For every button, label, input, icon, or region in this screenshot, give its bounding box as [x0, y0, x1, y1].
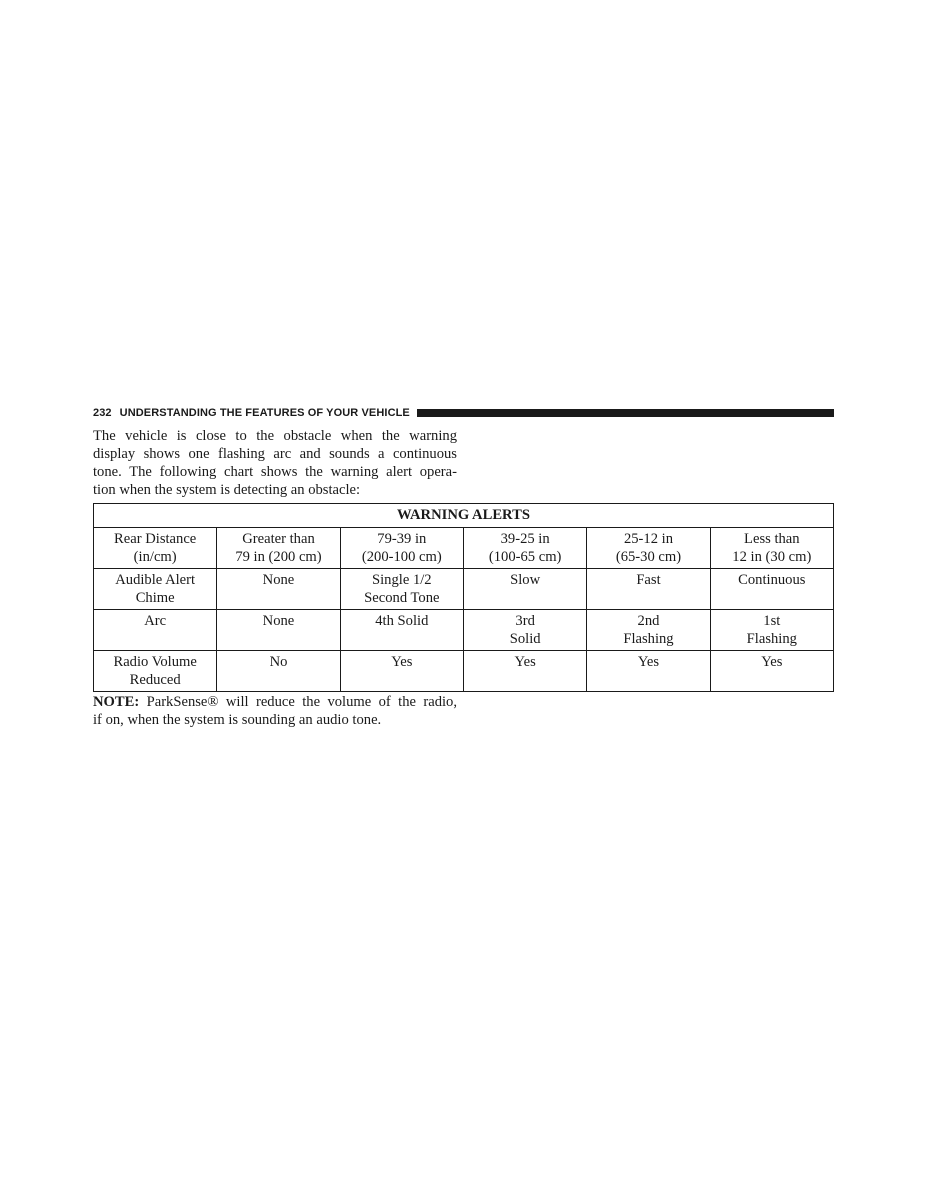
- table-cell: Audible Alert Chime: [94, 569, 217, 610]
- intro-line: display shows one flashing arc and sounds a continuous: [93, 446, 457, 462]
- table-cell: Continuous: [710, 569, 833, 610]
- table-cell: 25-12 in (65-30 cm): [587, 528, 710, 569]
- table-cell: 39-25 in (100-65 cm): [463, 528, 586, 569]
- table-cell: Single 1/2 Second Tone: [340, 569, 463, 610]
- table-row-rear-distance: [94, 528, 834, 569]
- table-cell: Less than 12 in (30 cm): [710, 528, 833, 569]
- note-line: if on, when the system is sounding an audio tone.: [93, 712, 382, 728]
- table-cell: No: [217, 651, 340, 692]
- table-cell: Yes: [587, 651, 710, 692]
- table-title: WARNING ALERTS: [94, 504, 834, 528]
- header-rule: [417, 409, 834, 417]
- table-cell: Yes: [340, 651, 463, 692]
- note-text: ParkSense® will reduce the volume of the radio,: [139, 694, 457, 710]
- table-cell: Rear Distance (in/cm): [94, 528, 217, 569]
- page-number: 232: [93, 407, 112, 419]
- intro-paragraph: [93, 427, 457, 499]
- table-cell: None: [217, 610, 340, 651]
- table-row-radio-volume: [94, 651, 834, 692]
- table-cell: None: [217, 569, 340, 610]
- table-row-arc: [94, 610, 834, 651]
- note-line: [93, 693, 457, 711]
- note-label: NOTE:: [93, 694, 140, 710]
- table-cell: 4th Solid: [340, 610, 463, 651]
- table-cell: Slow: [463, 569, 586, 610]
- table-cell: Radio Volume Reduced: [94, 651, 217, 692]
- intro-line: tone. The following chart shows the warning alert opera-: [93, 464, 457, 480]
- table-cell: Arc: [94, 610, 217, 651]
- table-cell: Yes: [463, 651, 586, 692]
- note-paragraph: [93, 693, 457, 729]
- running-header: [93, 405, 834, 421]
- table-cell: 2nd Flashing: [587, 610, 710, 651]
- table-cell: Greater than 79 in (200 cm): [217, 528, 340, 569]
- table-cell: Fast: [587, 569, 710, 610]
- table-cell: 3rd Solid: [463, 610, 586, 651]
- table-cell: 79-39 in (200-100 cm): [340, 528, 463, 569]
- warning-alerts-table: [93, 503, 834, 692]
- table-cell: 1st Flashing: [710, 610, 833, 651]
- intro-line: The vehicle is close to the obstacle when the warning: [93, 428, 457, 444]
- table-row-audible-alert: [94, 569, 834, 610]
- intro-line: tion when the system is detecting an obstacle:: [93, 482, 361, 498]
- section-title: UNDERSTANDING THE FEATURES OF YOUR VEHICLE: [119, 407, 410, 419]
- table-cell: Yes: [710, 651, 833, 692]
